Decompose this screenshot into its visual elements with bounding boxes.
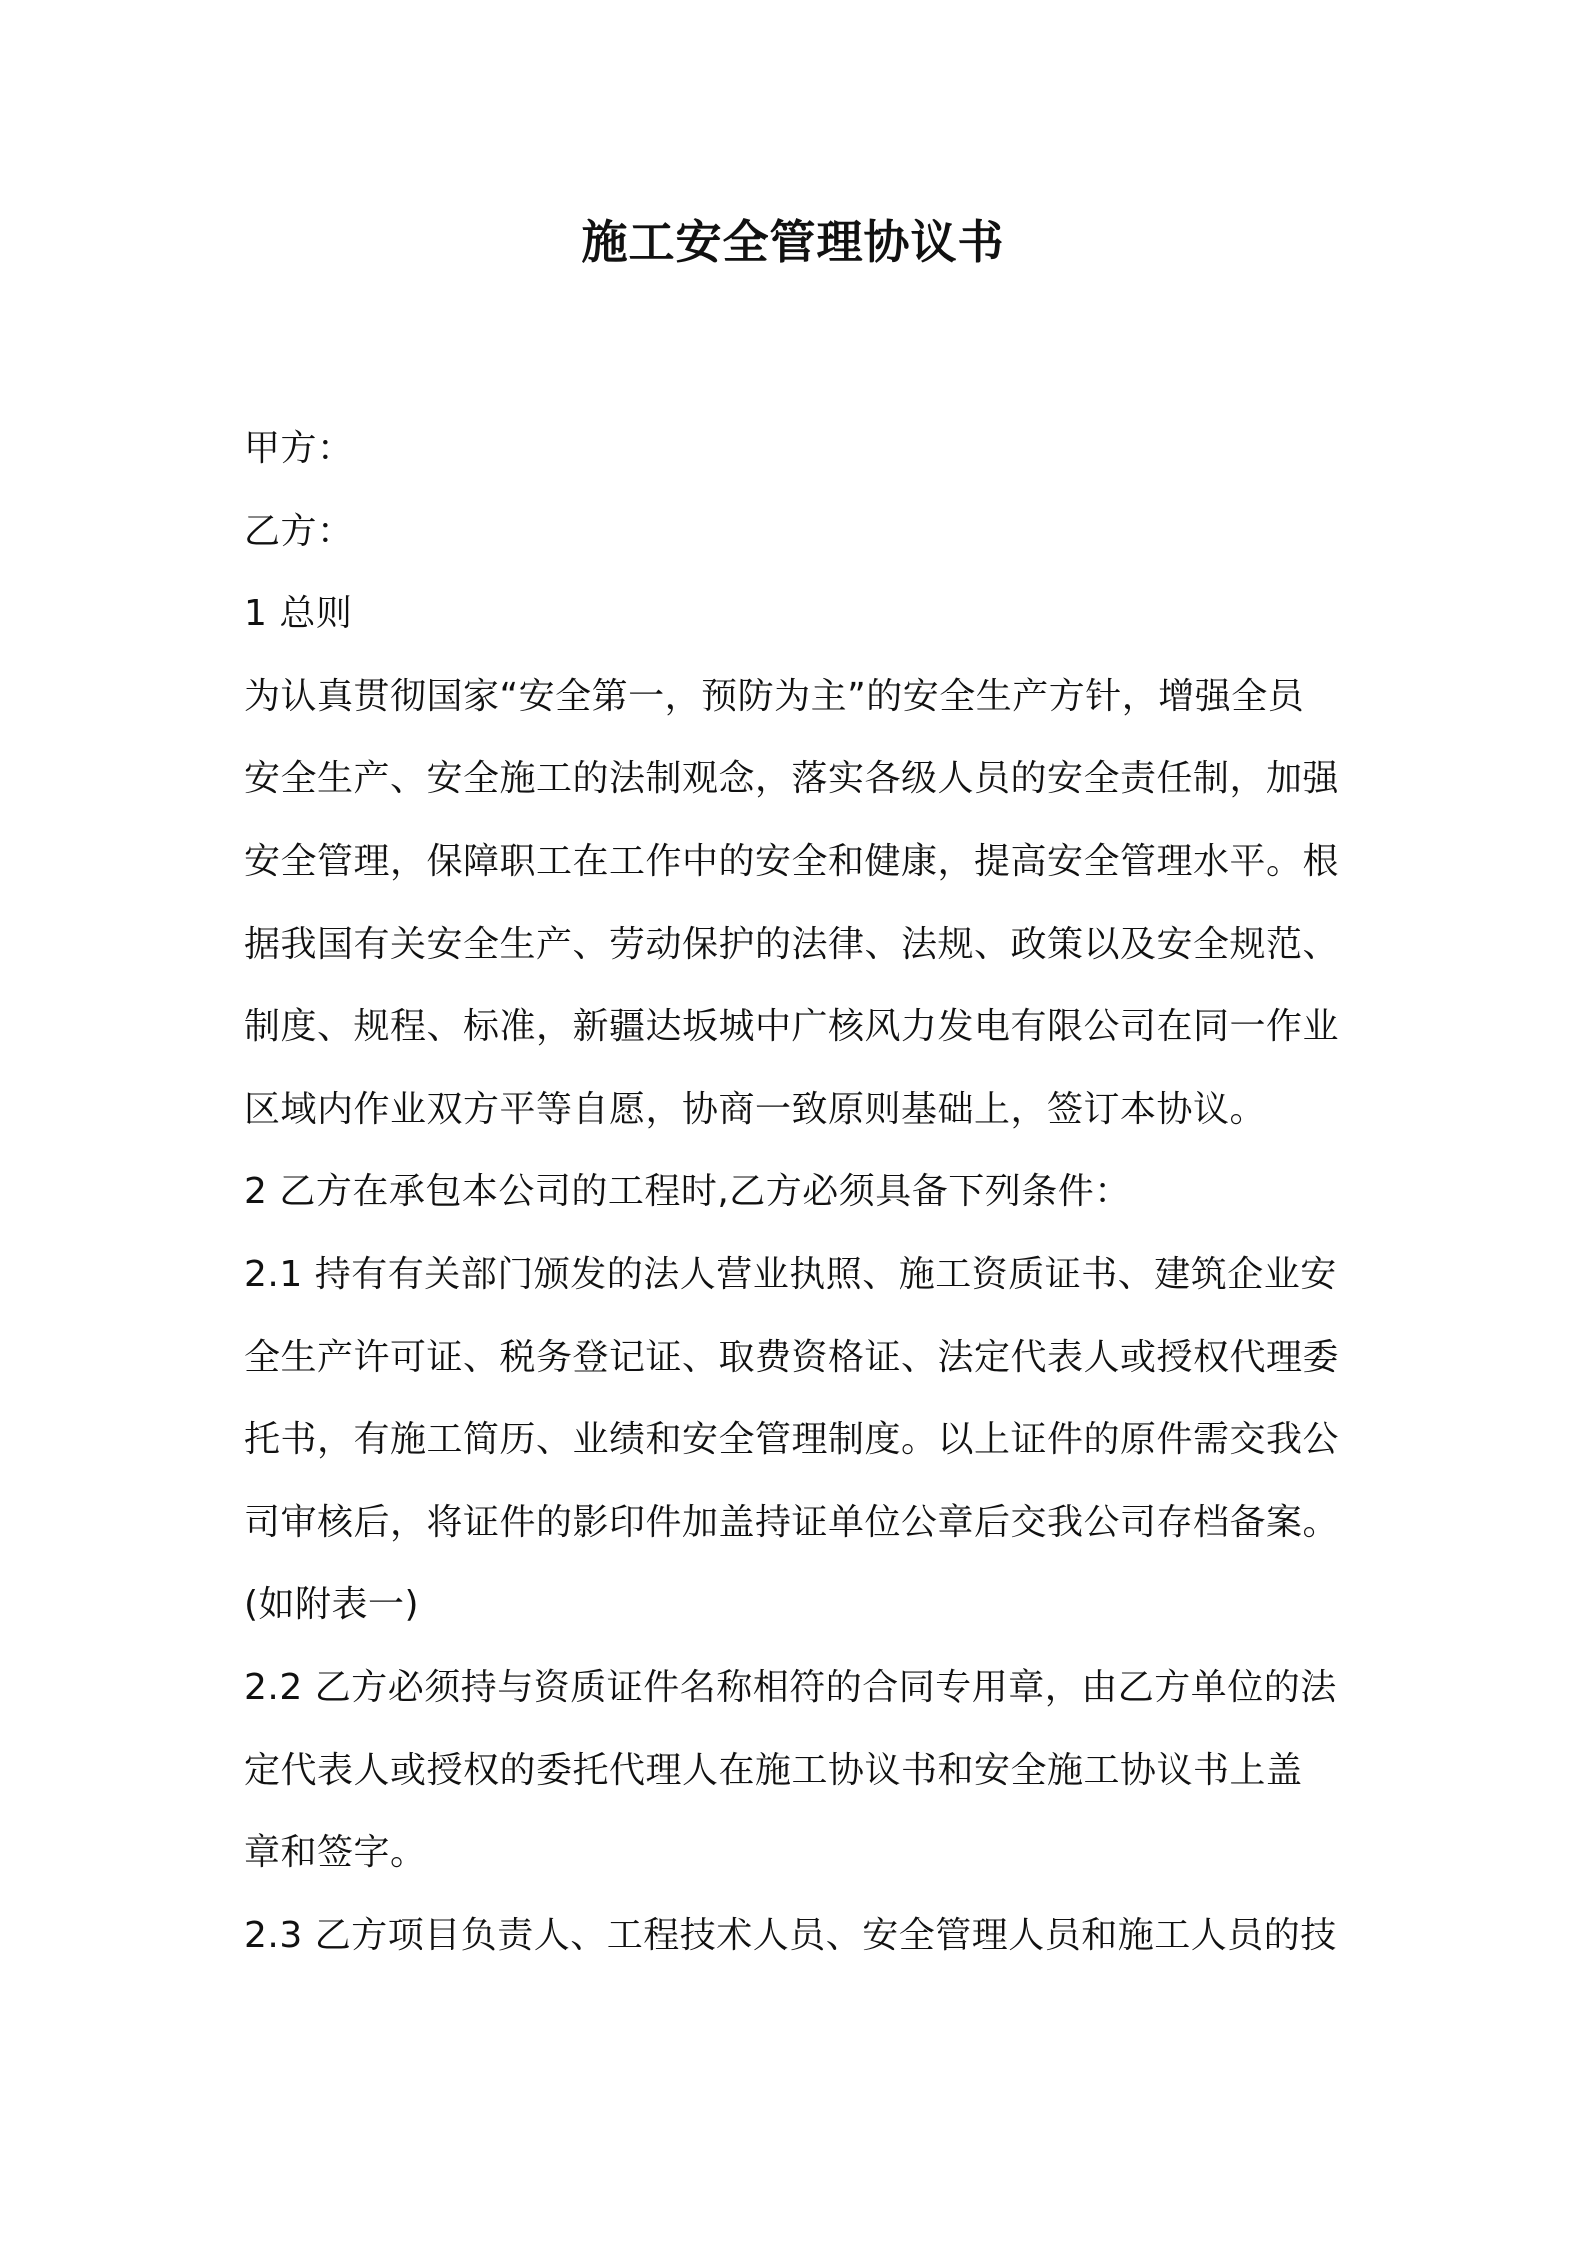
clause-2-1-line: 托书，有施工简历、业绩和安全管理制度。以上证件的原件需交我公 <box>244 1419 1340 1461</box>
clause-2-2-line: 章和签字。 <box>244 1832 427 1874</box>
section-heading-general: 1 总则 <box>244 593 353 635</box>
clause-2-3-line: 2.3 乙方项目负责人、工程技术人员、安全管理人员和施工人员的技 <box>244 1914 1337 1956</box>
document-title: 施工安全管理协议书 <box>581 215 1005 269</box>
clause-2-1-line: 全生产许可证、税务登记证、取费资格证、法定代表人或授权代理委 <box>244 1336 1340 1378</box>
document-body <box>244 408 1358 1977</box>
clause-2-1-note: (如附表一) <box>244 1584 420 1626</box>
paragraph-line: 区域内作业双方平等自愿，协商一致原则基础上，签订本协议。 <box>244 1088 1267 1130</box>
clause-2-1-line: 司审核后，将证件的影印件加盖持证单位公章后交我公司存档备案。 <box>244 1501 1340 1543</box>
party-a-line: 甲方： <box>244 428 354 469</box>
paragraph-line: 据我国有关安全生产、劳动保护的法律、法规、政策以及安全规范、 <box>244 923 1340 965</box>
paragraph-line: 为认真贯彻国家“安全第一，预防为主”的安全生产方针，增强全员 <box>244 675 1305 717</box>
paragraph-line: 安全管理，保障职工在工作中的安全和健康，提高安全管理水平。根 <box>244 840 1340 882</box>
section-heading-conditions: 2 乙方在承包本公司的工程时,乙方必须具备下列条件： <box>244 1171 1131 1213</box>
party-b-line: 乙方： <box>244 510 354 552</box>
clause-2-2-line: 定代表人或授权的委托代理人在施工协议书和安全施工协议书上盖 <box>244 1749 1303 1791</box>
paragraph-line: 安全生产、安全施工的法制观念，落实各级人员的安全责任制，加强 <box>244 758 1340 800</box>
paragraph-line: 制度、规程、标准，新疆达坂城中广核风力发电有限公司在同一作业 <box>244 1006 1340 1048</box>
clause-2-2-line: 2.2 乙方必须持与资质证件名称相符的合同专用章，由乙方单位的法 <box>244 1666 1337 1708</box>
clause-2-1-line: 2.1 持有有关部门颁发的法人营业执照、施工资质证书、建筑企业安 <box>244 1253 1337 1295</box>
